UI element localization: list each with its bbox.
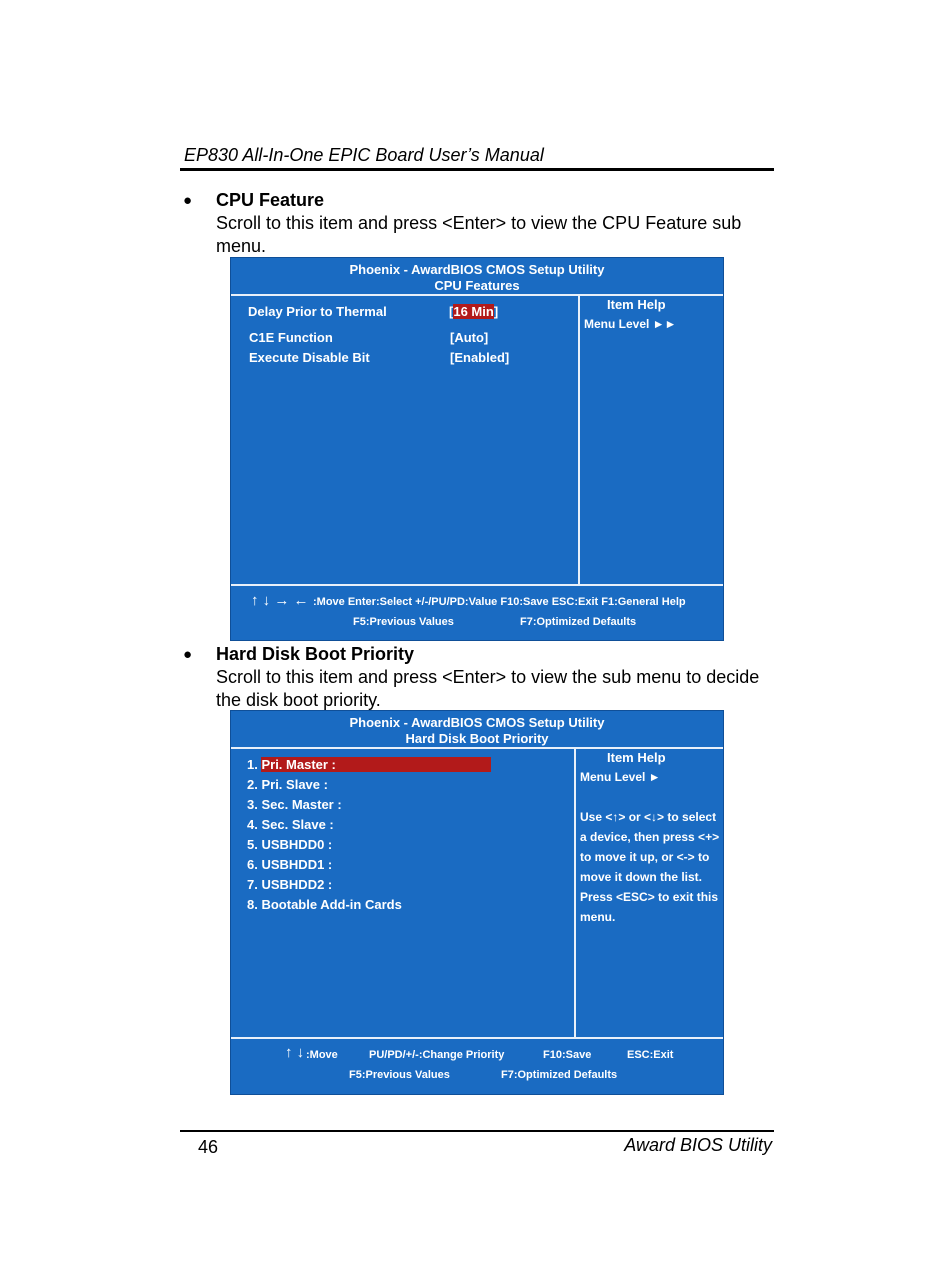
selected-value[interactable]: 16 Min [453,304,494,319]
menu-level: Menu Level ►► [584,317,677,331]
bios-footer-change: PU/PD/+/-:Change Priority [369,1049,505,1061]
bios-item-c1e-function[interactable]: C1E Function [249,330,333,345]
divider [231,747,723,749]
bios-screen-hard-disk-boot-priority [230,710,724,1095]
bios-title [231,262,723,294]
bios-screen-cpu-features [230,257,724,641]
arrow-keys-icon: ↑ ↓ → ← [251,592,309,609]
bios-item-delay-prior-to-thermal[interactable]: Delay Prior to Thermal [248,304,387,319]
boot-item-7[interactable]: 7. USBHDD2 : [247,877,333,892]
bios-title [231,715,723,747]
divider [231,584,723,586]
boot-item-2[interactable]: 2. Pri. Slave : [247,777,328,792]
footer-rule [180,1130,774,1132]
footer-title: Award BIOS Utility [624,1135,772,1155]
bios-item-value-c1e[interactable]: [Auto] [450,330,489,345]
section-description-hard-disk: Scroll to this item and press <Enter> to view the sub menu to decide the disk boot priority. [216,667,760,710]
bios-item-value-delay[interactable]: [16 Min] [449,304,499,319]
bullet-icon: ● [183,646,193,663]
item-help-title: Item Help [607,297,666,312]
boot-item-4[interactable]: 4. Sec. Slave : [247,817,334,832]
section-description-cpu-feature: Scroll to this item and press <Enter> to view the CPU Feature sub menu. [216,213,742,256]
bios-footer-f7: F7:Optimized Defaults [520,616,637,628]
bios-footer-keys: :Move Enter:Select +/-/PU/PD:Value F10:Save ESC:Exit F1:General Help [313,596,686,608]
section-title-hard-disk-boot-priority: Hard Disk Boot Priority [216,644,415,664]
document-header: EP830 All-In-One EPIC Board User’s Manual [184,145,544,165]
boot-item-5[interactable]: 5. USBHDD0 : [247,837,333,852]
bios-footer-move: :Move [306,1049,338,1061]
bios-title-line2: CPU Features [434,278,520,293]
bios-footer-save: F10:Save [543,1049,592,1061]
divider [231,1037,723,1039]
bios-footer-f5: F5:Previous Values [349,1069,450,1081]
bios-item-execute-disable-bit[interactable]: Execute Disable Bit [249,350,370,365]
section-title-cpu-feature: CPU Feature [216,190,325,210]
bios-title-line1: Phoenix - AwardBIOS CMOS Setup Utility [349,715,605,730]
menu-level: Menu Level ► [580,770,661,784]
boot-item-1[interactable] [247,757,491,772]
bios-footer-f7: F7:Optimized Defaults [501,1069,618,1081]
bios-footer-exit: ESC:Exit [627,1049,674,1061]
divider [578,294,580,584]
item-help-title: Item Help [607,750,666,765]
arrow-keys-icon: ↑ ↓ [285,1044,305,1061]
boot-item-number: 1. [247,757,258,772]
boot-item-8[interactable]: 8. Bootable Add-in Cards [247,897,402,912]
bios-title-line2: Hard Disk Boot Priority [405,731,549,746]
boot-item-6[interactable]: 6. USBHDD1 : [247,857,333,872]
boot-item-3[interactable]: 3. Sec. Master : [247,797,342,812]
bios-item-value-execute-disable[interactable]: [Enabled] [450,350,510,365]
bios-title-line1: Phoenix - AwardBIOS CMOS Setup Utility [349,262,605,277]
divider [231,294,723,296]
header-rule [180,168,774,171]
bios-footer-f5: F5:Previous Values [353,616,454,628]
divider [574,747,576,1037]
help-text: Use <↑> or <↓> to select a device, then press <+> to move it up, or <-> to move it down the list. Press <ESC> to exit this menu. [580,810,720,924]
page-number: 46 [198,1137,219,1157]
boot-item-label-selected[interactable]: Pri. Master : [261,757,491,772]
bullet-icon: ● [183,192,193,209]
